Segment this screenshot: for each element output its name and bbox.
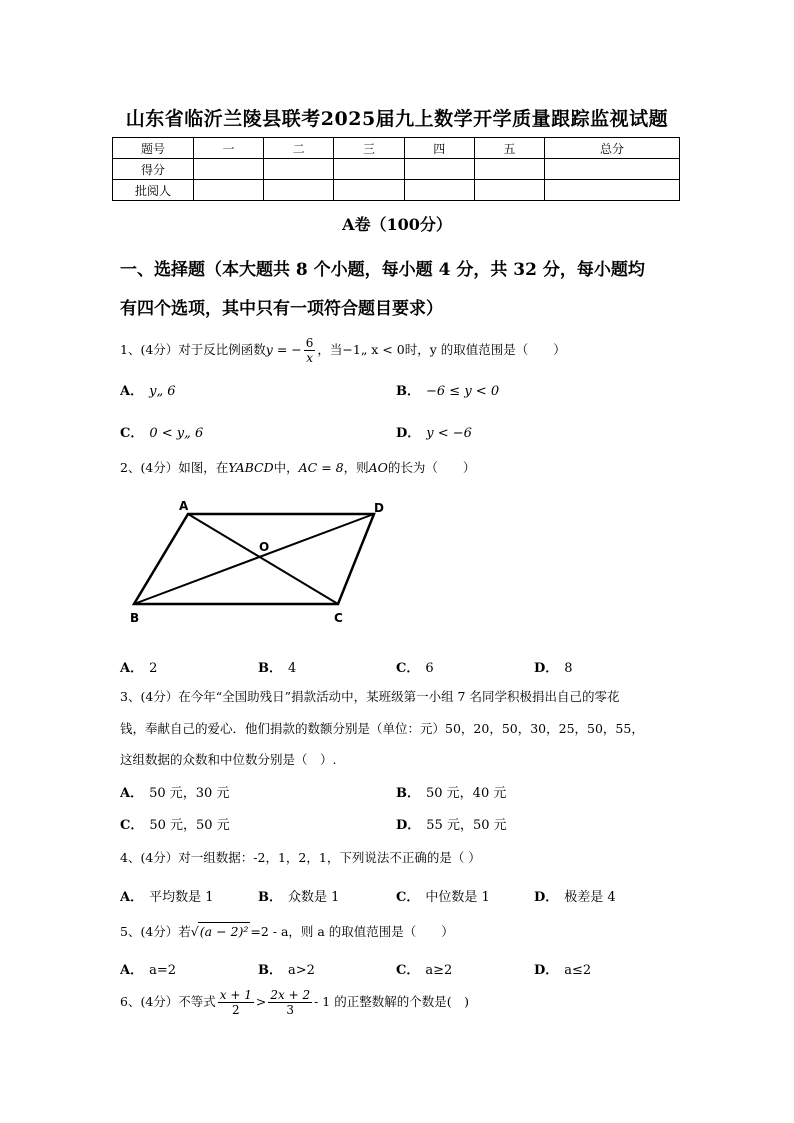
table-cell: 总分 (545, 138, 680, 159)
question-2-option-c[interactable]: C． 6 (396, 661, 434, 676)
diagonal-bd (134, 514, 374, 604)
vertex-label-a: A (179, 499, 189, 513)
table-cell (545, 180, 680, 201)
question-1-option-a[interactable]: A． y„ 6 (120, 384, 176, 399)
question-4-option-b[interactable]: B． 众数是 1 (258, 890, 340, 905)
vertex-label-b: B (130, 611, 140, 625)
table-cell (264, 180, 334, 201)
question-5-stem: 5、(4分）若√(a − 2)² =2 - a，则 a 的取值范围是（ ） (120, 924, 454, 939)
question-1-stem: 1、(4分）对于反比例函数y = − $\frac{6}{x}$ ，当−1„ x < 0时，y 的取值范围是（ ） (120, 336, 566, 365)
question-6-stem: 6、(4分）不等式 $\frac{x + 1}{2}$ > $\frac{2x + 2}{3}$ - 1 的正整数解的个数是( ) (120, 988, 469, 1017)
table-cell (334, 159, 404, 180)
question-3-option-d[interactable]: D． 55 元，50 元 (396, 818, 507, 833)
table-row (113, 180, 680, 201)
table-cell (404, 159, 474, 180)
page-title: 山东省临沂兰陵县联考2025届九上数学开学质量跟踪监视试题 (125, 108, 669, 130)
question-2-option-d[interactable]: D． 8 (534, 661, 573, 676)
section-heading-line2: 有四个选项，其中只有一项符合题目要求） (120, 299, 443, 319)
table-cell (474, 180, 544, 201)
question-5-option-d[interactable]: D． a≤2 (534, 963, 592, 978)
fraction: $\frac{2x + 2}{3}$ (270, 988, 311, 1017)
table-cell: 四 (404, 138, 474, 159)
table-cell: 二 (264, 138, 334, 159)
sqrt-icon: √ (190, 924, 199, 939)
table-row (113, 138, 680, 159)
table-cell (264, 159, 334, 180)
question-4-option-d[interactable]: D． 极差是 4 (534, 890, 616, 905)
question-1-option-c[interactable]: C． 0 < y„ 6 (120, 426, 204, 441)
question-5-option-c[interactable]: C． a≥2 (396, 963, 453, 978)
question-3-option-a[interactable]: A． 50 元，30 元 (120, 786, 230, 801)
table-row (113, 159, 680, 180)
question-2-stem: 2、(4分）如图，在YABCD中，AC = 8，则AO的长为（ ） (120, 460, 476, 475)
question-3-stem-line1: 3、(4分）在今年“全国助残日”捐款活动中，某班级第一小组 7 名同学积极捐出自己的零花 (120, 689, 620, 704)
question-4-stem: 4、(4分）对一组数据：-2，1，2，1，下列说法不正确的是（ ） (120, 850, 481, 865)
question-3-option-b[interactable]: B． 50 元，40 元 (396, 786, 507, 801)
question-3-stem-line2: 钱，奉献自己的爱心．他们捐款的数额分别是（单位：元）50，20，50，30，25，50，55， (120, 721, 644, 736)
table-cell: 一 (194, 138, 264, 159)
question-5-option-a[interactable]: A． a=2 (120, 963, 177, 978)
table-cell: 得分 (113, 159, 194, 180)
fraction: $\frac{6}{x}$ (305, 336, 314, 365)
question-2-option-a[interactable]: A． 2 (120, 661, 158, 676)
question-4-option-a[interactable]: A． 平均数是 1 (120, 890, 214, 905)
question-2-option-b[interactable]: B． 4 (258, 661, 297, 676)
table-cell: 题号 (113, 138, 194, 159)
section-heading-line1: 一、选择题（本大题共 8 个小题，每小题 4 分，共 32 分，每小题均 (120, 260, 645, 280)
question-1-option-b[interactable]: B． −6 ≤ y < 0 (396, 384, 500, 399)
table-cell (194, 159, 264, 180)
point-label-o: O (259, 540, 270, 554)
vertex-label-d: D (374, 501, 384, 515)
table-cell (545, 159, 680, 180)
part-a-heading: A卷（100分） (342, 215, 452, 234)
parallelogram-figure (120, 495, 400, 630)
table-cell (334, 180, 404, 201)
table-cell (404, 180, 474, 201)
fraction: $\frac{x + 1}{2}$ (219, 988, 252, 1017)
question-4-option-c[interactable]: C． 中位数是 1 (396, 890, 490, 905)
question-5-option-b[interactable]: B． a>2 (258, 963, 315, 978)
table-cell (474, 159, 544, 180)
table-cell: 五 (474, 138, 544, 159)
diagonal-ac (188, 514, 338, 604)
question-3-stem-line3: 这组数据的众数和中位数分别是（ ）. (120, 752, 337, 767)
table-cell: 三 (334, 138, 404, 159)
question-3-option-c[interactable]: C． 50 元，50 元 (120, 818, 230, 833)
score-table (112, 137, 680, 201)
vertex-label-c: C (334, 611, 343, 625)
table-cell (194, 180, 264, 201)
question-1-option-d[interactable]: D． y < −6 (396, 426, 472, 441)
table-cell: 批阅人 (113, 180, 194, 201)
